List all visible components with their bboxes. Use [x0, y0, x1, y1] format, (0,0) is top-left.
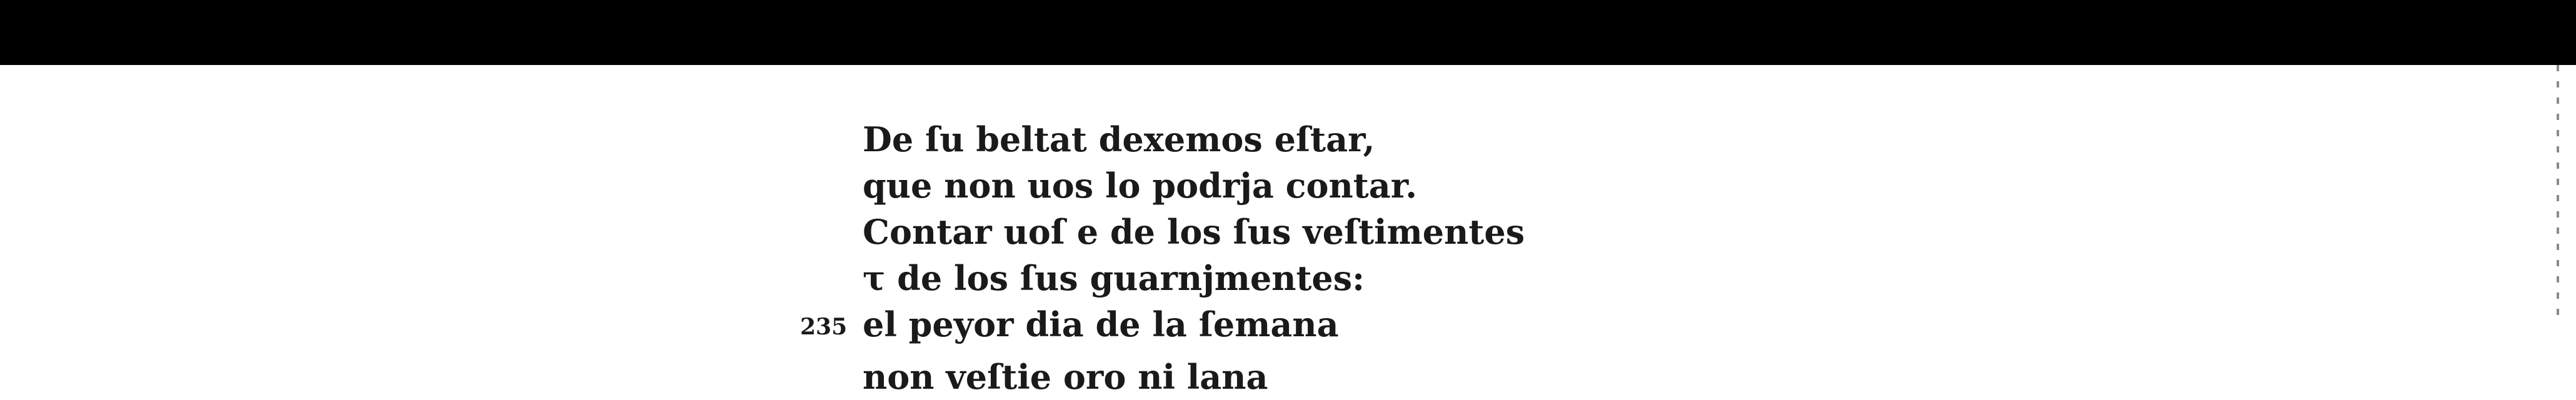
verse-line — [800, 116, 1462, 162]
verse-text: que non uos lo podrja contar. — [863, 166, 1418, 206]
margin-dotted-rule — [2557, 65, 2559, 316]
verse-text: el peyor dia de la ſemana — [863, 304, 1339, 344]
verse-text: Contar uoſ e de los ſus veſtimentes — [863, 212, 1525, 252]
verse-line — [800, 301, 1462, 348]
verse-line — [800, 209, 1525, 255]
document-page — [0, 65, 2576, 397]
verse-text: De ſu beltat dexemos eſtar, — [863, 119, 1375, 159]
verse-line — [800, 162, 1462, 209]
line-number: 235 — [800, 314, 848, 340]
verse-block — [800, 116, 1525, 397]
top-black-bar — [0, 0, 2576, 65]
verse-text: τ de los ſus guarnjmentes: — [863, 258, 1365, 298]
verse-line — [800, 255, 1462, 301]
clipped-verse-line: non veſtie oro ni lana — [863, 357, 1268, 397]
